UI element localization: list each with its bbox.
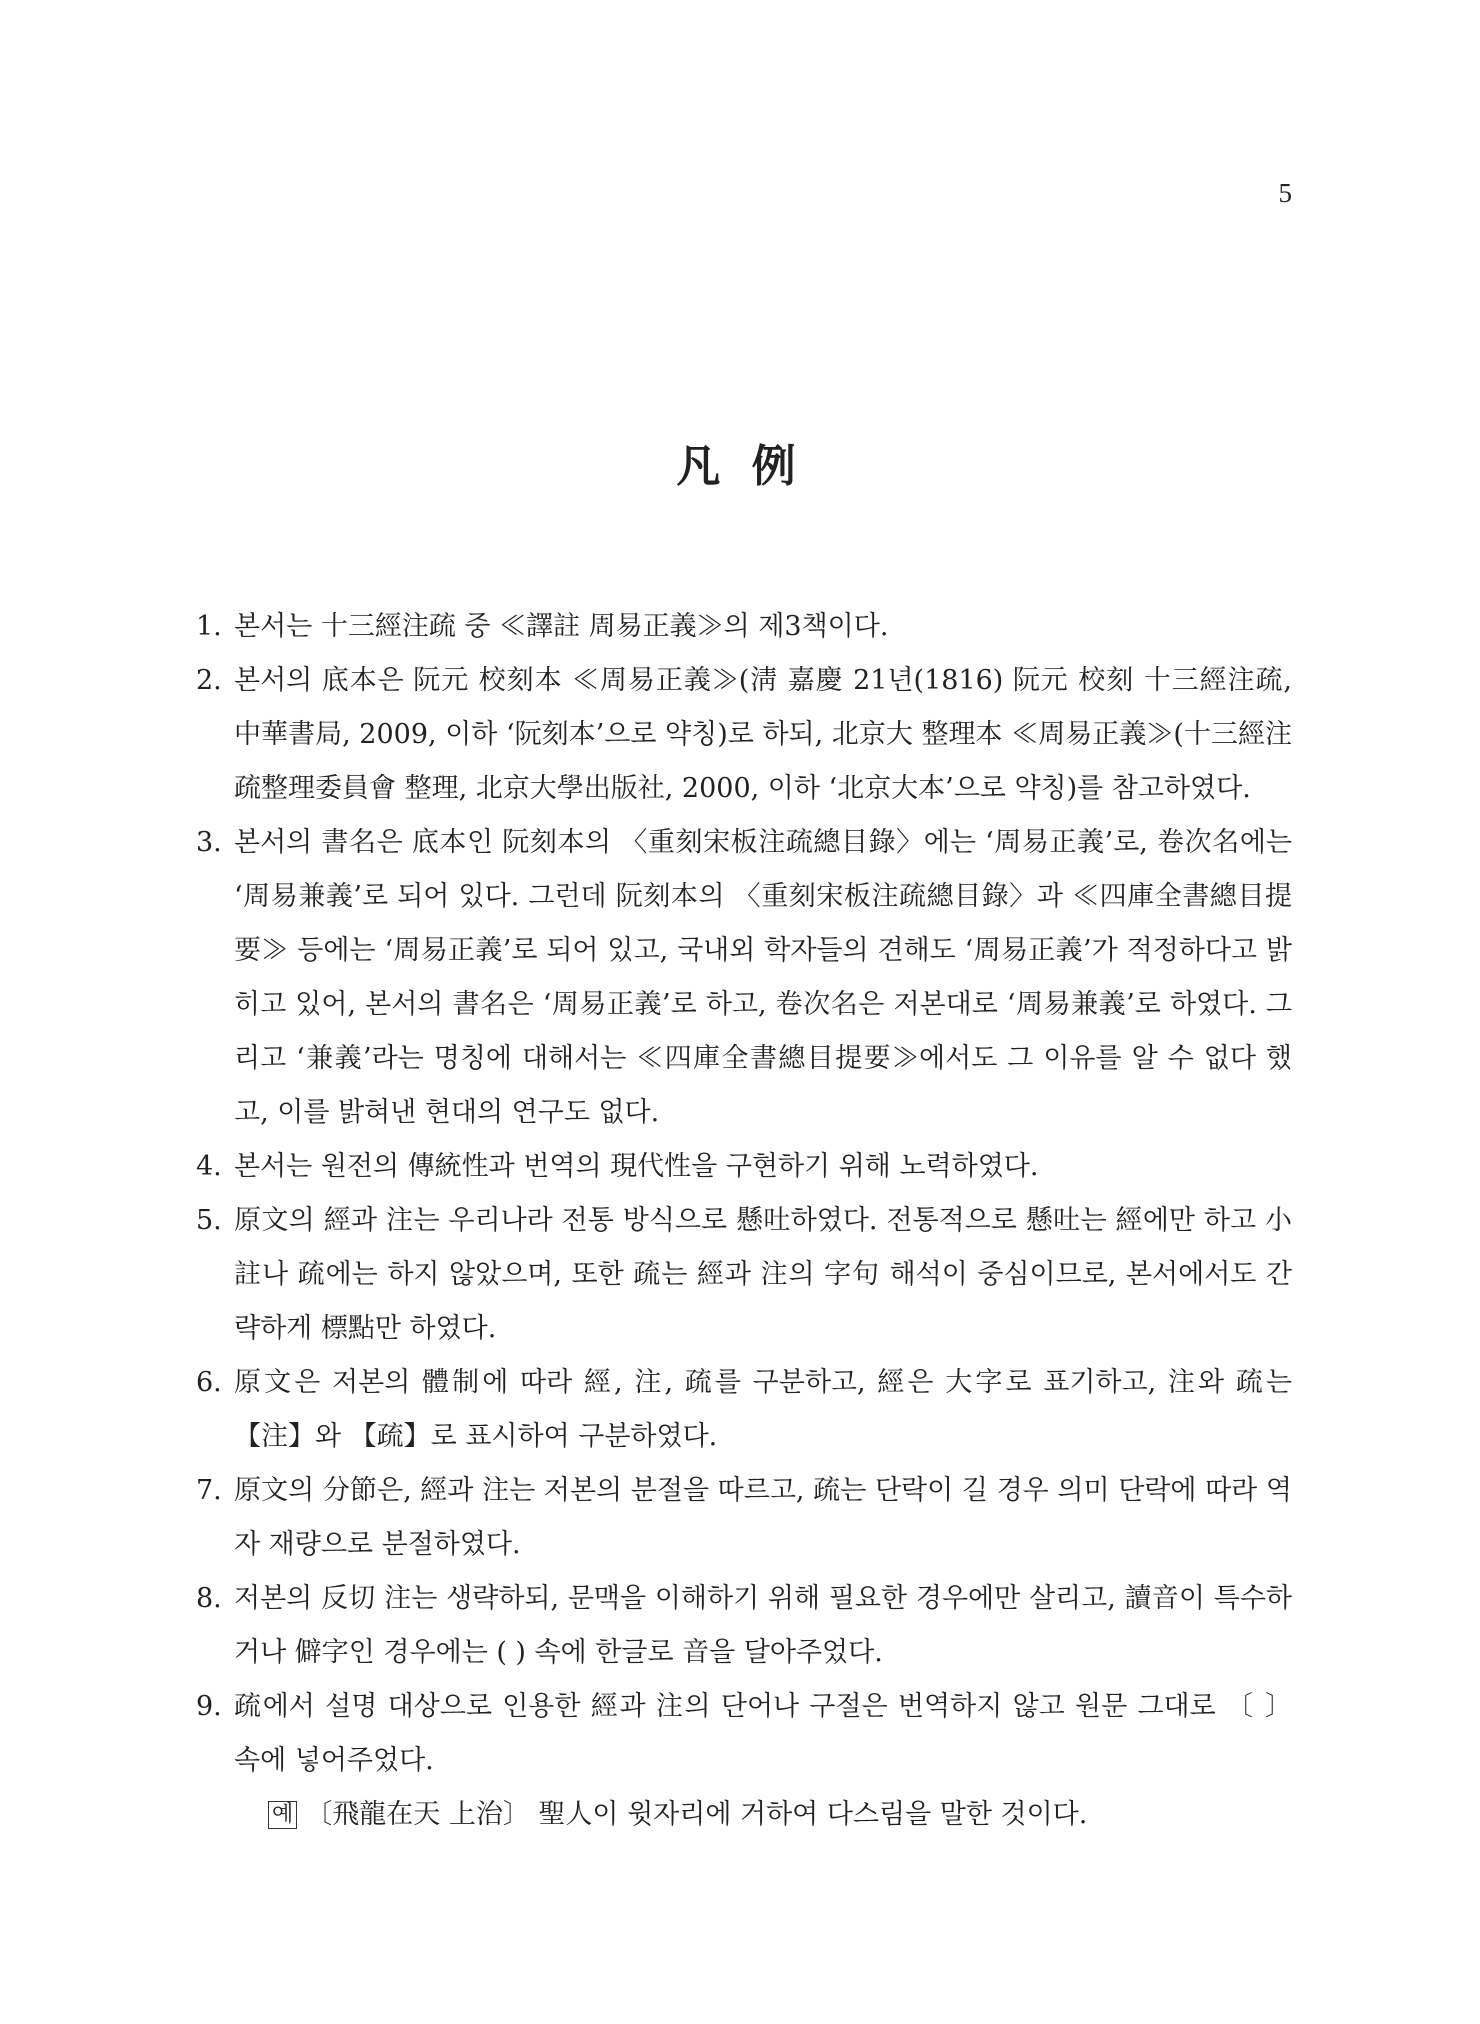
rule-number: 4. [196,1151,222,1182]
page-title: 凡 例 [676,441,804,492]
rule-item [196,600,1292,654]
example-label: 예 [268,1801,297,1829]
rule-item [196,1140,1292,1194]
rule-text: 본서의 書名은 底本인 阮刻本의 〈重刻宋板注疏總目錄〉에는 ‘周易正義’로, 卷次名에는 ‘周易兼義’로 되어 있다. 그런데 阮刻本의 〈重刻宋板注疏總目錄〉과 ≪四庫全書總目提要≫ 등에는 ‘周易正義’로 되어 있고, 국내외 학자들의 견해도 ‘周易正義’가 적정하다고 밝히고 있어, 본서의 書名은 ‘周易正義’로 하고, 卷次名은 저본대로 ‘周易兼義’로 하였다. 그리고 ‘兼義’라는 명칭에 대해서는 ≪四庫全書總目提要≫에서도 그 이유를 알 수 없다 했고, 이를 밝혀낸 현대의 연구도 없다. [234,827,1292,1128]
rule-text: 原文의 經과 注는 우리나라 전통 방식으로 懸吐하였다. 전통적으로 懸吐는 經에만 하고 小註나 疏에는 하지 않았으며, 또한 疏는 經과 注의 字句 해석이 중심이므로, 본서에서도 간략하게 標點만 하였다. [234,1205,1292,1344]
rule-number: 2. [196,665,222,696]
rule-item [196,816,1292,1140]
rule-text: 본서는 十三經注疏 중 ≪譯註 周易正義≫의 제3책이다. [234,611,889,642]
rule-number: 1. [196,611,222,642]
rule-text: 原文은 저본의 體制에 따라 經, 注, 疏를 구분하고, 經은 大字로 표기하고, 注와 疏는 【注】와 【疏】로 표시하여 구분하였다. [234,1367,1292,1452]
page-number: 5 [1278,178,1292,208]
rule-text: 본서는 원전의 傳統性과 번역의 現代性을 구현하기 위해 노력하였다. [234,1151,1039,1182]
rule-item [196,1356,1292,1464]
rule-item [196,1464,1292,1572]
rules-list [196,600,1292,1842]
rule-number: 3. [196,827,222,858]
rule-number: 6. [196,1367,222,1398]
rule-number: 9. [196,1691,222,1722]
rule-number: 5. [196,1205,222,1236]
rule-text: 본서의 底本은 阮元 校刻本 ≪周易正義≫(淸 嘉慶 21년(1816) 阮元 校刻 十三經注疏, 中華書局, 2009, 이하 ‘阮刻本’으로 약칭)로 하되, 北京大 整理本 ≪周易正義≫(十三經注疏整理委員會 整理, 北京大學出版社, 2000, 이하 ‘北京大本’으로 약칭)를 참고하였다. [234,665,1292,804]
rule-item [196,1680,1292,1788]
rule-text: 疏에서 설명 대상으로 인용한 經과 注의 단어나 구절은 번역하지 않고 원문 그대로 〔 〕 속에 넣어주었다. [234,1691,1292,1776]
example-text: 〔飛龍在天 上治〕 聖人이 윗자리에 거하여 다스림을 말한 것이다. [305,1799,1088,1830]
rule-item [196,1572,1292,1680]
rule-text: 저본의 反切 注는 생략하되, 문맥을 이해하기 위해 필요한 경우에만 살리고, 讀音이 특수하거나 僻字인 경우에는 ( ) 속에 한글로 音을 달아주었다. [234,1583,1292,1668]
rule-number: 7. [196,1475,222,1506]
rule-item [196,654,1292,816]
rule-item [196,1194,1292,1356]
rule-text: 原文의 分節은, 經과 注는 저본의 분절을 따르고, 疏는 단락이 길 경우 의미 단락에 따라 역자 재량으로 분절하였다. [234,1475,1292,1560]
example-line [196,1788,1292,1842]
rule-number: 8. [196,1583,222,1614]
